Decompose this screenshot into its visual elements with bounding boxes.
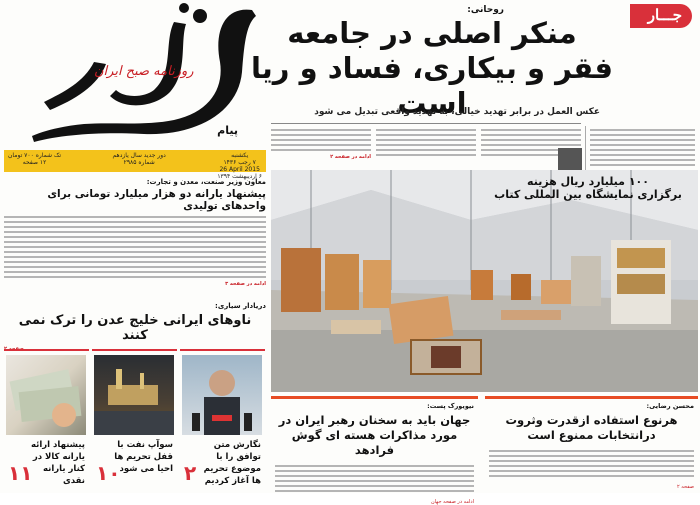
- info-series: دور جدید سال یازدهم: [112, 152, 166, 159]
- thumb-page: ۱۰: [96, 461, 121, 485]
- info-pages: ۱۲ صفحه: [22, 159, 47, 166]
- lead-continue[interactable]: ادامه در صفحه ۲: [330, 154, 371, 160]
- subsidy-continue[interactable]: ادامه در صفحه ۳: [225, 281, 266, 287]
- subsidy-kicker: معاون وزیر صنعت، معدن و تجارت:: [146, 178, 266, 186]
- jar-badge: [630, 4, 692, 28]
- thumb-caption: پیشنهاد ارائه یارانه کالا در کنار یارانه نقدی: [31, 440, 85, 486]
- info-price: تک شماره ۷۰۰ تومان: [8, 152, 62, 159]
- thumb-story[interactable]: [92, 349, 177, 491]
- lead-text-column: [376, 126, 476, 166]
- gulf-headline[interactable]: ناوهای ایرانی خلیج عدن را ترک نمی کنند: [18, 313, 252, 343]
- divider: [271, 123, 581, 124]
- svg-text:پیام: پیام: [217, 124, 238, 137]
- gulf-kicker: دریادار سیاری:: [215, 302, 266, 310]
- thumb-page: ۱۱: [8, 461, 33, 485]
- jar-badge-label: جـــار: [647, 6, 682, 24]
- oil-rig-photo: [94, 355, 174, 435]
- lead-subhead: عکس العمل در برابر تهدید خیالی، به تهدید واقعی تبدیل می شود: [314, 107, 600, 117]
- masthead: [4, 2, 262, 150]
- photo-caption-line1: ۱۰۰ میلیارد ریال هزینه: [527, 175, 649, 188]
- box-mid-continue[interactable]: ادامه در صفحه جهان: [430, 499, 474, 505]
- subsidy-story: [4, 178, 266, 287]
- book-fair-photo[interactable]: [271, 170, 698, 392]
- info-price-col: [8, 152, 61, 170]
- info-series-col: [113, 152, 166, 170]
- box-mid-headline[interactable]: جهان باید به سخنان رهبر ایران در مورد مذاکرات هسته ای گوش فرادهد: [278, 413, 471, 457]
- lead-headline-line1: منکر اصلی در جامعه: [287, 16, 577, 50]
- lead-headline[interactable]: [242, 16, 622, 121]
- thumbnail-strip: [4, 349, 266, 491]
- tent-scene-illustration: [271, 170, 698, 392]
- new-york-post-story: [271, 396, 478, 505]
- subsidy-body: [4, 216, 266, 278]
- thumb-story[interactable]: [4, 349, 89, 491]
- lead-kicker: روحانی:: [467, 5, 504, 15]
- lead-text-column: [271, 126, 371, 166]
- box-right-body: [485, 443, 698, 484]
- thumb-caption: سوآپ نفت با قفل تحریم ها احیا می شود: [114, 440, 173, 474]
- speaker-photo: [182, 355, 262, 435]
- issue-info-bar: [4, 150, 266, 180]
- thumb-caption: نگارش متن توافق را با موضوع تحریم ها آغاز کردیم: [203, 440, 261, 486]
- logo-subtitle: روزنامه صبح ایران: [94, 64, 194, 79]
- lead-headline-line2: فقر و بیکاری، فساد و ریا است: [251, 51, 613, 120]
- thumb-page: ۲: [184, 461, 197, 485]
- info-date-en: 26 April 2015: [219, 166, 260, 173]
- box-mid-body: [271, 458, 478, 499]
- box-mid-kicker: نیویورک پست:: [427, 402, 474, 410]
- info-date-fa: ۶ اردیبهشت ۱۳۹۴: [217, 173, 262, 180]
- rezaei-story: [485, 396, 698, 492]
- info-issue: شماره ۲۹۸۵: [123, 159, 155, 166]
- photo-caption: [488, 175, 688, 201]
- thumb-story[interactable]: [180, 349, 265, 491]
- gulf-continue[interactable]: صفحه ۲: [4, 346, 24, 352]
- subsidy-headline[interactable]: پیشنهاد یارانه دو هزار میلیارد تومانی برای واحدهای تولیدی: [47, 188, 266, 212]
- photo-caption-line2: برگزاری نمایشگاه بین المللی کتاب: [494, 188, 682, 201]
- info-day: یکشنبه: [231, 152, 249, 159]
- box-right-headline[interactable]: هرنوع استفاده ازقدرت وثروت درانتخابات ممنوع است: [505, 413, 678, 442]
- money-photo: [6, 355, 86, 435]
- info-date-col: [217, 152, 262, 180]
- box-right-continue[interactable]: صفحه ۲: [677, 484, 694, 490]
- gulf-story: [4, 302, 266, 352]
- info-date-hijri: ۷ رجب ۱۴۳۶: [223, 159, 256, 166]
- box-right-kicker: محسن رضایی:: [646, 402, 694, 410]
